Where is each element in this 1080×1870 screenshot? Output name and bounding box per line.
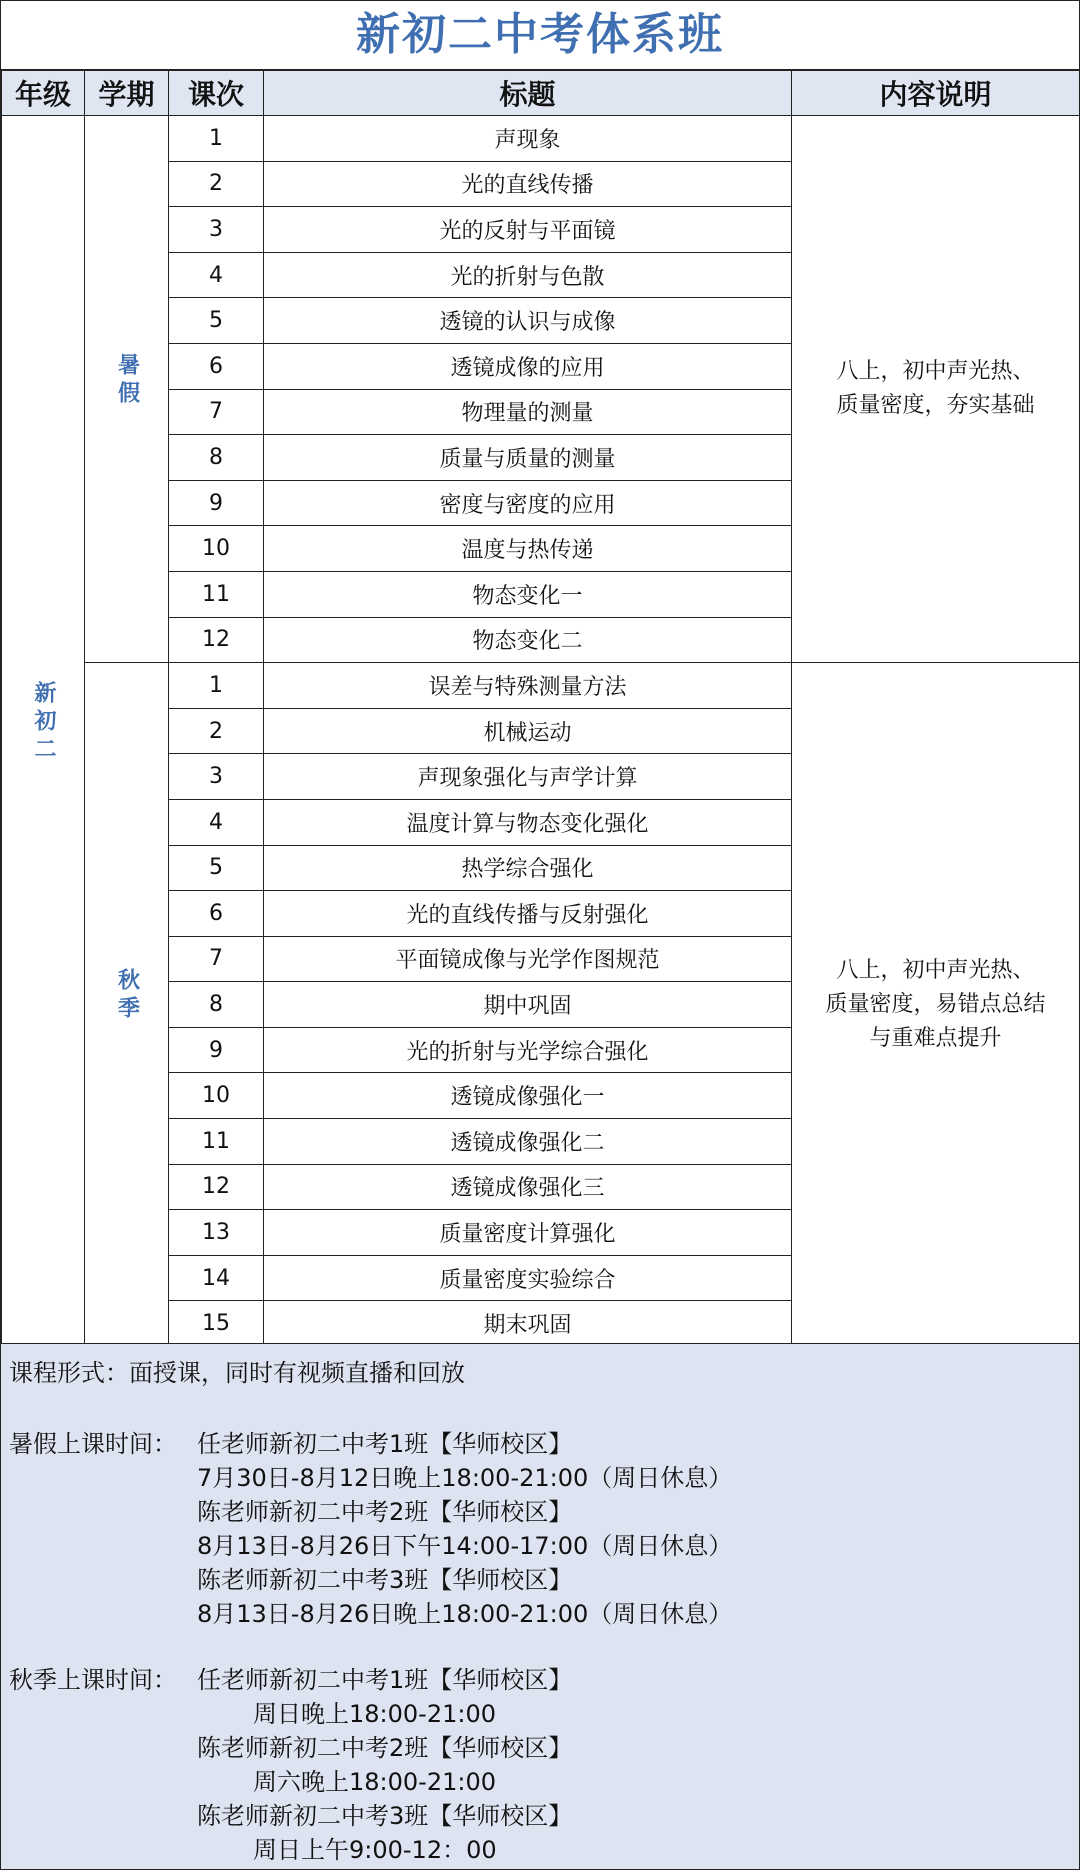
lesson-number: 12 <box>169 617 264 663</box>
lesson-number: 7 <box>169 389 264 435</box>
lesson-number: 2 <box>169 161 264 207</box>
lesson-number: 4 <box>169 252 264 298</box>
lesson-number: 9 <box>169 1027 264 1073</box>
lesson-topic: 质量密度计算强化 <box>264 1210 792 1256</box>
table-body <box>2 116 1080 1347</box>
lesson-topic: 声现象 <box>264 116 792 162</box>
lesson-number: 11 <box>169 1119 264 1165</box>
content-line: 质量密度，易错点总结 <box>825 991 1046 1017</box>
lesson-topic: 透镜成像强化二 <box>264 1119 792 1165</box>
summer-line: 8月13日-8月26日下午14:00-17:00（周日休息） <box>197 1532 733 1560</box>
lesson-topic: 透镜成像强化三 <box>264 1164 792 1210</box>
header-term: 学期 <box>85 71 169 116</box>
header-content: 内容说明 <box>792 71 1080 116</box>
lesson-topic: 物理量的测量 <box>264 389 792 435</box>
content-line: 八上，初中声光热、 <box>836 957 1035 983</box>
vertical-text: 暑假 <box>114 352 140 409</box>
lesson-number: 6 <box>169 891 264 937</box>
lesson-number: 2 <box>169 708 264 754</box>
lesson-topic: 声现象强化与声学计算 <box>264 754 792 800</box>
header-topic: 标题 <box>264 71 792 116</box>
lesson-number: 3 <box>169 207 264 253</box>
summer-line: 8月13日-8月26日晚上18:00-21:00（周日休息） <box>197 1600 733 1628</box>
lesson-number: 15 <box>169 1301 264 1347</box>
content-description <box>792 116 1080 663</box>
header-lesson: 课次 <box>169 71 264 116</box>
lesson-topic: 物态变化一 <box>264 571 792 617</box>
summer-line: 陈老师新初二中考2班【华师校区】 <box>197 1498 573 1526</box>
lesson-number: 10 <box>169 526 264 572</box>
lesson-topic: 光的反射与平面镜 <box>264 207 792 253</box>
lesson-topic: 期末巩固 <box>264 1301 792 1347</box>
vertical-text: 秋季 <box>114 968 140 1025</box>
lesson-number: 4 <box>169 799 264 845</box>
lesson-row <box>2 663 1080 709</box>
lesson-topic: 光的直线传播与反射强化 <box>264 891 792 937</box>
content-description <box>792 663 1080 1347</box>
lesson-number: 5 <box>169 298 264 344</box>
lesson-topic: 热学综合强化 <box>264 845 792 891</box>
lesson-number: 6 <box>169 343 264 389</box>
lesson-topic: 平面镜成像与光学作图规范 <box>264 936 792 982</box>
curriculum-table <box>1 70 1080 1347</box>
lesson-topic: 光的直线传播 <box>264 161 792 207</box>
autumn-line: 周六晚上18:00-21:00 <box>253 1768 496 1796</box>
lesson-topic: 光的折射与色散 <box>264 252 792 298</box>
summer-line: 任老师新初二中考1班【华师校区】 <box>197 1430 573 1458</box>
page-title: 新初二中考体系班 <box>1 1 1079 70</box>
autumn-time-label: 秋季上课时间： <box>9 1666 177 1694</box>
table-header-row <box>2 71 1080 116</box>
lesson-topic: 透镜的认识与成像 <box>264 298 792 344</box>
lesson-number: 10 <box>169 1073 264 1119</box>
autumn-line: 任老师新初二中考1班【华师校区】 <box>197 1666 573 1694</box>
vertical-text: 新初二 <box>31 680 56 765</box>
lesson-topic: 光的折射与光学综合强化 <box>264 1027 792 1073</box>
lesson-number: 3 <box>169 754 264 800</box>
lesson-topic: 透镜成像强化一 <box>264 1073 792 1119</box>
summer-line: 7月30日-8月12日晚上18:00-21:00（周日休息） <box>197 1464 733 1492</box>
lesson-topic: 温度与热传递 <box>264 526 792 572</box>
schedule-footer <box>1 1343 1079 1870</box>
lesson-number: 13 <box>169 1210 264 1256</box>
lesson-topic: 误差与特殊测量方法 <box>264 663 792 709</box>
content-line: 八上，初中声光热、 <box>836 359 1035 385</box>
lesson-row <box>2 116 1080 162</box>
content-line: 质量密度，夯实基础 <box>836 393 1035 419</box>
lesson-number: 5 <box>169 845 264 891</box>
lesson-number: 12 <box>169 1164 264 1210</box>
lesson-number: 8 <box>169 435 264 481</box>
autumn-line: 周日上午9:00-12：00 <box>253 1836 497 1864</box>
course-format-text: 课程形式：面授课，同时有视频直播和回放 <box>9 1359 465 1387</box>
lesson-topic: 物态变化二 <box>264 617 792 663</box>
content-line: 与重难点提升 <box>869 1025 1002 1051</box>
term-cell <box>85 116 169 663</box>
lesson-number: 8 <box>169 982 264 1028</box>
header-grade: 年级 <box>2 71 85 116</box>
lesson-number: 9 <box>169 480 264 526</box>
lesson-topic: 密度与密度的应用 <box>264 480 792 526</box>
autumn-line: 陈老师新初二中考2班【华师校区】 <box>197 1734 573 1762</box>
summer-time-label: 暑假上课时间： <box>9 1430 177 1458</box>
lesson-number: 14 <box>169 1255 264 1301</box>
term-cell <box>85 663 169 1347</box>
lesson-topic: 机械运动 <box>264 708 792 754</box>
summer-line: 陈老师新初二中考3班【华师校区】 <box>197 1566 573 1594</box>
lesson-number: 1 <box>169 663 264 709</box>
grade-cell <box>2 116 85 1347</box>
autumn-line: 周日晚上18:00-21:00 <box>253 1700 496 1728</box>
lesson-topic: 温度计算与物态变化强化 <box>264 799 792 845</box>
lesson-topic: 期中巩固 <box>264 982 792 1028</box>
lesson-topic: 透镜成像的应用 <box>264 343 792 389</box>
lesson-number: 1 <box>169 116 264 162</box>
lesson-number: 11 <box>169 571 264 617</box>
lesson-number: 7 <box>169 936 264 982</box>
autumn-line: 陈老师新初二中考3班【华师校区】 <box>197 1802 573 1830</box>
lesson-topic: 质量密度实验综合 <box>264 1255 792 1301</box>
lesson-topic: 质量与质量的测量 <box>264 435 792 481</box>
